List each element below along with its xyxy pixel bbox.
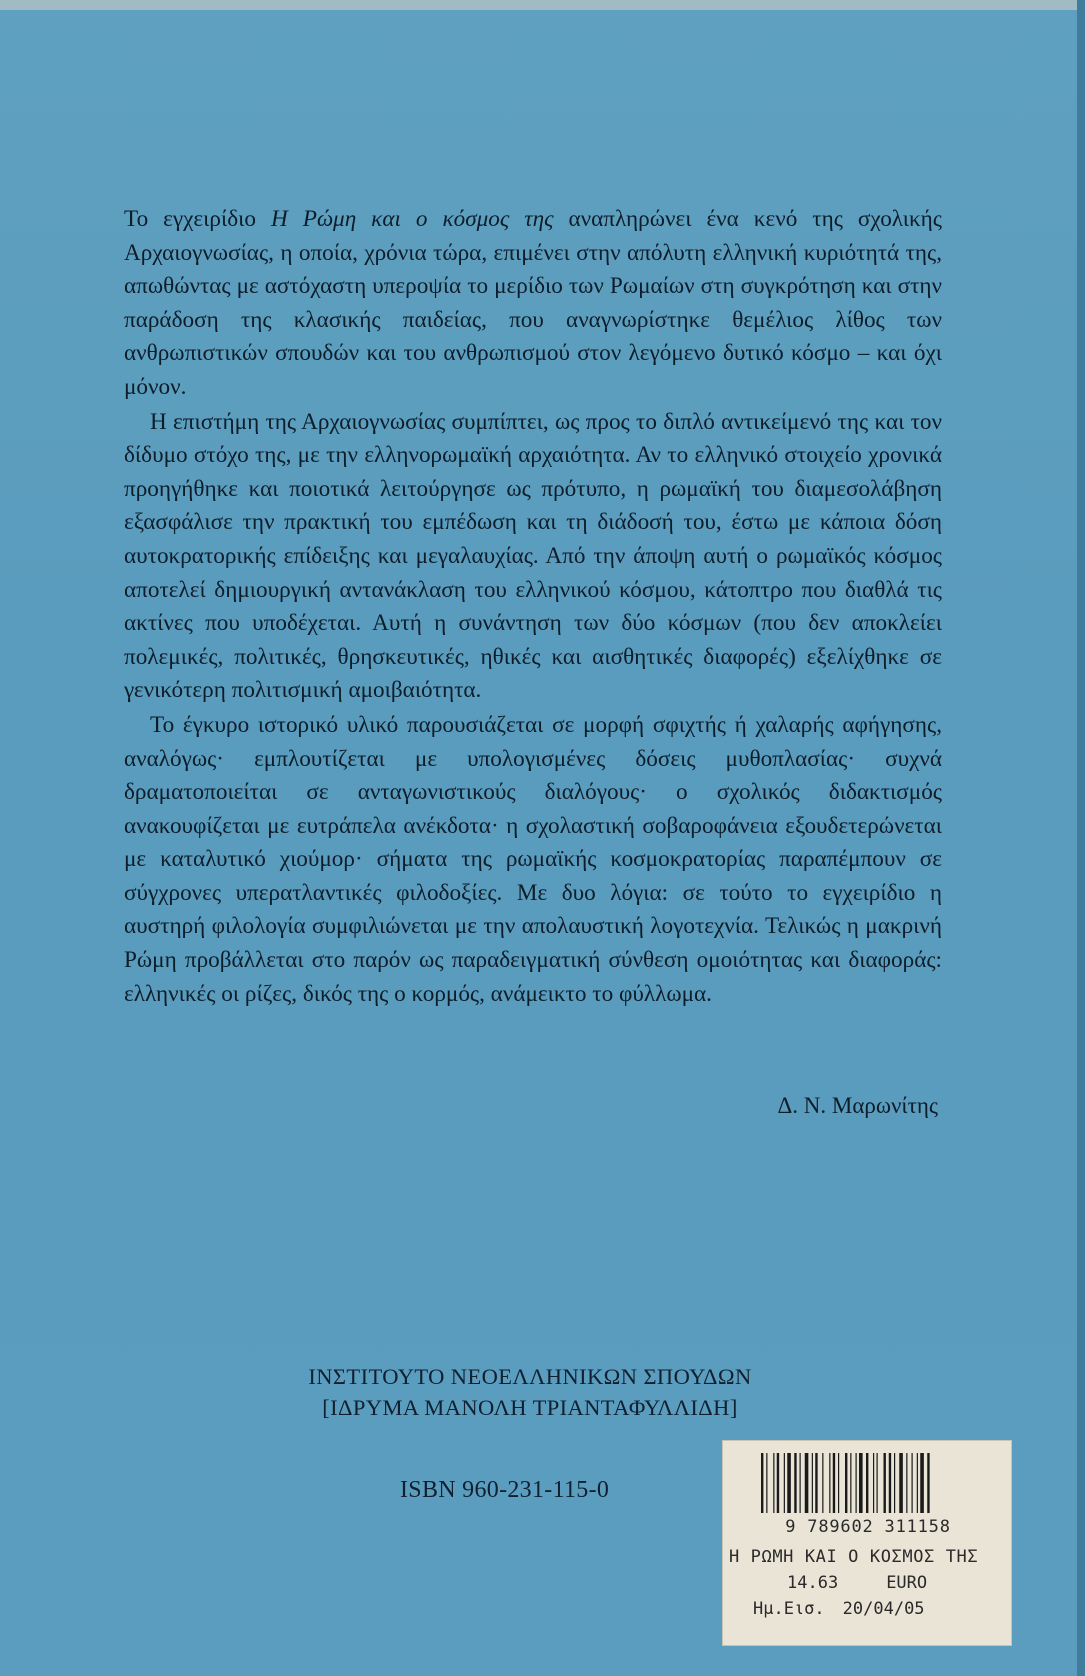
barcode-bar	[894, 1453, 895, 1513]
blurb-paragraph-1	[124, 203, 942, 405]
book-title-italic: Η Ρώμη και ο κόσμος της	[270, 206, 554, 232]
barcode-bar	[920, 1453, 924, 1513]
barcode-bar	[866, 1453, 868, 1513]
blurb-text	[124, 203, 942, 1011]
barcode-bar	[800, 1453, 801, 1513]
barcode-bar	[812, 1453, 813, 1513]
barcode-bar	[815, 1453, 817, 1513]
publisher-foundation: [ΙΔΡΥΜΑ ΜΑΝΟΛΗ ΤΡΙΑΝΤΑΦΥΛΛΙΔΗ]	[322, 1395, 738, 1420]
barcode-bar	[877, 1453, 878, 1513]
cover-right-edge	[1077, 0, 1085, 1676]
barcode	[759, 1453, 981, 1513]
barcode-bar	[927, 1453, 929, 1513]
blurb-paragraph-3: Το έγκυρο ιστορικό υλικό παρουσιάζεται σε μορφή σφιχτής ή χαλαρής αφήγησης, αναλόγως· εμπλουτίζεται με υπολογισμένες δόσεις μυθοπλασίας· συχνά δραματοποιείται σε ανταγωνιστικούς διαλόγους· ο σχολικός διδακτισμός ανακουφίζεται με ευτράπελα ανέκδοτα· η σχολαστική σοβαροφάνεια εξουδετερώνεται με καταλυτικό χιούμορ· σήματα της ρωμαϊκής κοσμοκρατορίας παραπέμπουν σε σύγχρονες υπερατλαντικές φιλοδοξίες. Με δυο λόγια: σε τούτο το εγχειρίδιο η αυστηρή φιλολογία συμφιλιώνεται με την απολαυστική λογοτεχνία. Τελικώς η μακρινή Ρώμη προβάλλεται στο παρόν ως παραδειγματική σύνθεση ομοιότητας και διαφοράς: ελληνικές οι ρίζες, δικός της ο κορμός, ανάμεικτο το φύλλωμα.	[124, 711, 942, 1007]
barcode-bar	[777, 1453, 779, 1513]
isbn-number: ISBN 960-231-115-0	[400, 1477, 610, 1503]
barcode-bar	[773, 1453, 774, 1513]
cover-top-edge	[0, 0, 1085, 10]
barcode-bar	[794, 1453, 796, 1513]
sticker-price-row	[787, 1573, 927, 1593]
barcode-bar	[856, 1453, 857, 1513]
barcode-bar	[899, 1453, 903, 1513]
barcode-bar	[822, 1453, 823, 1513]
sticker-date: 20/04/05	[842, 1599, 925, 1619]
barcode-bar	[784, 1453, 785, 1513]
barcode-bar	[805, 1453, 809, 1513]
sticker-date-row	[753, 1599, 925, 1619]
price-sticker	[722, 1440, 1012, 1646]
barcode-bar	[906, 1453, 907, 1513]
barcode-bar	[912, 1453, 913, 1513]
sticker-date-label: Ημ.Εισ.	[753, 1599, 825, 1619]
blurb-p1-start: Το εγχειρίδιο	[124, 206, 271, 232]
sticker-price: 14.63	[787, 1573, 839, 1593]
barcode-bar	[859, 1453, 863, 1513]
blurb-paragraph-2: Η επιστήμη της Αρχαιογνωσίας συμπίπτει, ως προς το διπλό αντικείμενό της και τον δίδυμο στόχο της, με την ελληνορωμαϊκή αρχαιότητα. Αν το ελληνικό στοιχείο χρονικά προηγήθηκε και ποιοτικά λειτούργησε ως πρότυπο, η ρωμαϊκή του διαμεσολάβηση εξασφάλισε την πρακτική του εμπέδωση και τη διάδοσή του, έστω με κάποια δόση αυτοκρατορικής επίδειξης και μεγαλαυχίας. Από την άποψη αυτή ο ρωμαϊκός κόσμος αποτελεί δημιουργική αντανάκλαση του ελληνικού κόσμου, κάτοπτρο που διαθλά τις ακτίνες που υποδέχεται. Αυτή η συνάντηση των δύο κόσμων (που δεν αποκλείει πολεμικές, πολιτικές, θρησκευτικές, ηθικές και αισθητικές διαφορές) εξελίχθηκε σε γενικότερη πολιτισμική αμοιβαιότητα.	[124, 408, 942, 704]
publisher-name: ΙΝΣΤΙΤΟΥΤΟ ΝΕΟΕΛΛΗΝΙΚΩΝ ΣΠΟΥΔΩΝ	[308, 1364, 752, 1389]
barcode-digits: 9 789602 311158	[785, 1517, 951, 1537]
barcode-bar	[873, 1453, 874, 1513]
barcode-bar	[761, 1453, 763, 1513]
barcode-bar	[833, 1453, 835, 1513]
sticker-currency: EURO	[886, 1573, 928, 1593]
sticker-title: Η ΡΩΜΗ ΚΑΙ Ο ΚΟΣΜΟΣ ΤΗΣ	[729, 1547, 979, 1567]
barcode-bar	[884, 1453, 886, 1513]
barcode-bar	[889, 1453, 891, 1513]
barcode-bar	[787, 1453, 791, 1513]
barcode-bar	[766, 1453, 767, 1513]
blurb-author: Δ. Ν. Μαρωνίτης	[777, 1093, 938, 1118]
barcode-bar	[829, 1453, 830, 1513]
barcode-bar	[845, 1453, 847, 1513]
barcode-bar	[917, 1453, 918, 1513]
blurb-p1-rest: αναπληρώνει ένα κενό της σχολικής Αρχαιογνωσίας, η οποία, χρόνια τώρα, επιμένει στην απόλυτη ελληνική κυριότητά της, απωθώντας με αστόχαστη υπεροψία το μερίδιο των Ρωμαίων στη συγκρότηση και στην παράδοση της κλασικής παιδείας, που αναγνωρίστηκε θεμέλιος λίθος των ανθρωπιστικών σπουδών και του ανθρωπισμού στον λεγόμενο δυτικό κόσμο – και όχι μόνον.	[124, 206, 942, 400]
barcode-bar	[838, 1453, 839, 1513]
barcode-bar	[850, 1453, 851, 1513]
